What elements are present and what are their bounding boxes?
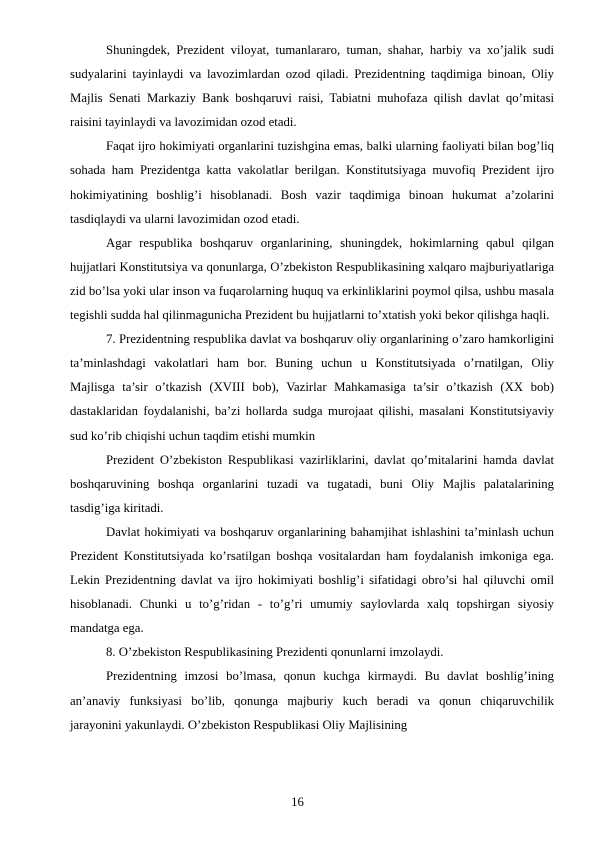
- document-page: [70, 38, 554, 737]
- paragraph-signature-requirement: Prezidentning imzosi bo’lmasa, qonun kuchga kirmaydi. Bu davlat boshlig’ining an’anaviy funksiyasi bo’lib, qonunga majburiy kuch beradi va qonun chiqaruvchilik jarayonini yakunlaydi. O’zbekiston Respublikasi Oliy Majlisining: [70, 669, 554, 732]
- paragraph-executive-powers: Faqat ijro hokimiyati organlarini tuzishgina emas, balki ularning faoliyati bilan bog’liq sohada ham Prezidentga katta vakolatlar berilgan. Konstitutsiyaga muvofiq Prezident ijro hokimiyatining boshlig’i hisoblanadi. Bosh vazir taqdimiga binoan hukumat a’zolarini tasdiqlaydi va ularni lavozimidan ozod etadi.: [70, 139, 554, 226]
- paragraph-item-7-cooperation: 7. Prezidentning respublika davlat va boshqaruv oliy organlarining o’zaro hamkorligini ta’minlashdagi vakolatlari ham bor. Buning uchun u Konstitutsiyada o’rnatilgan, Oliy Majlisga ta’sir o’tkazish (XVIII bob), Vazirlar Mahkamasiga ta’sir o’tkazish (XX bob) dastaklaridan foydalanishi, ba’zi hollarda sudga murojaat qilishi, masalani Konstitutsiyaviy sud ko’rib chiqishi uchun taqdim etishi mumkin: [70, 332, 554, 443]
- paragraph-item-8-signs-laws: 8. O’zbekiston Respublikasining Prezidenti qonunlarni imzolaydi.: [106, 645, 444, 660]
- paragraph-suspension-of-acts: Agar respublika boshqaruv organlarining, shuningdek, hokimlarning qabul qilgan hujjatlari Konstitutsiya va qonunlarga, O’zbekiston Respublikasining xalqaro majburiyatlariga zid bo’lsa yoki ular inson va fuqarolarning huquq va erkinliklarini poymol qilsa, ushbu masala tegishli sudda hal qilinmagunicha Prezident bu hujjatlarni to’xtatish yoki bekor qilishga haqli.: [70, 235, 554, 323]
- paragraph-coordination: Davlat hokimiyati va boshqaruv organlarining bahamjihat ishlashini ta’minlash uchun Prezident Konstitutsiyada ko’rsatilgan boshqa vositalardan ham foydalanish imkoniga ega. Lekin Prezidentning davlat va ijro hokimiyati boshlig’i sifatidagi obro’si hal qiluvchi omil hisoblanadi. Chunki u to’g’ridan - to’g’ri umumiy saylovlarda xalq topshirgan siyosiy mandatga ega.: [70, 524, 554, 636]
- page-number: 16: [291, 795, 304, 809]
- paragraph-president-appoints-judges: Shuningdek, Prezident viloyat, tumanlararo, tuman, shahar, harbiy va xo’jalik sudi sudyalarini tayinlaydi va lavozimlardan ozod qiladi. Prezidentning taqdimiga binoan, Oliy Majlis Senati Markaziy Bank boshqaruvi raisi, Tabiatni muhofaza qilish davlat qo’mitasi raisini tayinlaydi va lavozimidan ozod etadi.: [70, 43, 554, 130]
- paragraph-ministries: Prezident O’zbekiston Respublikasi vazirliklarini, davlat qo’mitalarini hamda davlat boshqaruvining boshqa organlarini tuzadi va tugatadi, buni Oliy Majlis palatalarining tasdig’iga kiritadi.: [70, 452, 554, 515]
